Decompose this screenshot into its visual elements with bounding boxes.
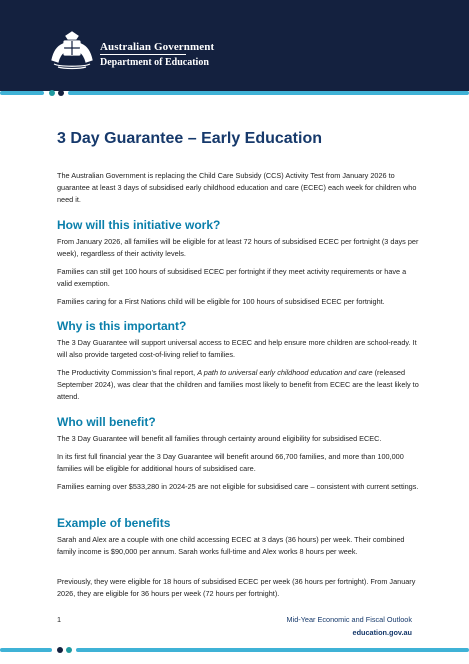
intro-paragraph: The Australian Government is replacing the Child Care Subsidy (CCS) Activity Test from January 2026 to guarantee at least 3 days of subsidised early childhood education and care (ECEC) each week for children who need it.: [57, 171, 417, 204]
section-heading-how: How will this initiative work?: [57, 218, 221, 232]
coat-of-arms-icon: [48, 30, 96, 70]
page-number: 1: [57, 615, 62, 624]
paragraph: In its first full financial year the 3 Day Guarantee will benefit around 66,700 families, and more than 100,000 families will be eligible for additional hours of subsidised care.: [57, 452, 404, 473]
document-title: 3 Day Guarantee – Early Education: [57, 130, 322, 147]
section-heading-who: Who will benefit?: [57, 415, 156, 429]
section-heading-example: Example of benefits: [57, 516, 171, 530]
paragraph: From January 2026, all families will be eligible for at least 72 hours of subsidised ECEC per fortnight (3 days per week), regardless of their activity levels.: [57, 237, 419, 258]
paragraph: Previously, they were eligible for 18 hours of subsidised ECEC per week (36 hours per fortnight). From January 2026, they are eligible for 36 hours per week (72 hours per fortnight).: [57, 577, 416, 598]
paragraph: The 3 Day Guarantee will benefit all families through certainty around eligibility for subsidised ECEC.: [57, 434, 382, 443]
report-title: A path to universal early childhood education and care: [197, 368, 373, 377]
footer-url: education.gov.au: [352, 628, 412, 637]
paragraph: Families caring for a First Nations child will be eligible for 100 hours of subsidised ECEC per fortnight.: [57, 297, 385, 306]
header-banner: [0, 0, 469, 91]
section-heading-why: Why is this important?: [57, 319, 187, 333]
paragraph: Sarah and Alex are a couple with one child accessing ECEC at 3 days (36 hours) per week. Their combined family income is $90,000 per annum. Sarah works full-time and Alex works 8 hours per week.: [57, 535, 405, 556]
header-divider: [100, 54, 186, 55]
paragraph: The 3 Day Guarantee will support universal access to ECEC and help ensure more children are school-ready. It will also provide targeted cost-of-living relief to families.: [57, 338, 417, 359]
government-name: Australian Government: [100, 41, 215, 53]
paragraph: Families earning over $533,280 in 2024-25 are not eligible for subsidised care – consistent with current settings.: [57, 482, 419, 491]
report-paragraph: The Productivity Commission’s final report, A path to universal early childhood education and care (released September 2024), was clear that the children and families most likely to benefit from ECEC are the least likely to attend.: [57, 368, 419, 401]
paragraph: Families can still get 100 hours of subsidised ECEC per fortnight if they meet activity requirements or have a valid exemption.: [57, 267, 407, 288]
publication-title: Mid-Year Economic and Fiscal Outlook: [286, 615, 412, 624]
department-name: Department of Education: [100, 57, 209, 68]
